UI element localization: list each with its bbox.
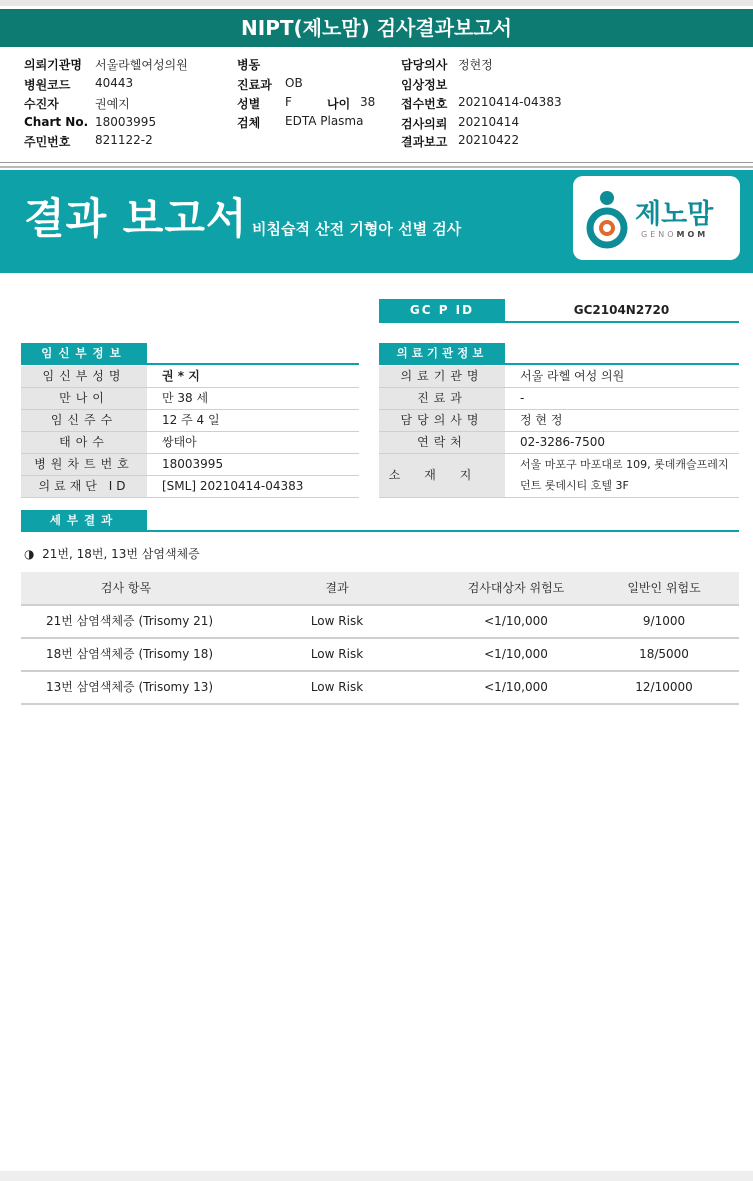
detail-heading-text: 21번, 18번, 13번 삼염색체증: [42, 547, 200, 561]
logo-sub-a: GENO: [641, 230, 677, 239]
row-key: 임신주수: [21, 410, 147, 431]
row-value: 18003995: [162, 457, 224, 471]
cell-general-risk: 12/10000: [635, 680, 693, 694]
pregnancy-row: [21, 476, 359, 497]
col-header: 검사대상자 위험도: [467, 581, 565, 595]
col-header: 일반인 위험도: [627, 581, 701, 595]
sex-label: 성별: [237, 97, 261, 111]
pregnancy-row: [21, 410, 359, 431]
row-value: 12 주 4 일: [162, 413, 220, 427]
cell-result: Low Risk: [310, 614, 364, 628]
pregnancy-row: [21, 454, 359, 475]
row-value: 02-3286-7500: [520, 435, 606, 449]
top-strip: [0, 0, 753, 6]
sex-value: F: [285, 95, 292, 109]
doctor-value: 정현정: [458, 58, 493, 72]
resident-value: 821122-2: [95, 133, 153, 147]
row-key: 진료과: [379, 388, 505, 409]
row-value: 정 현 정: [520, 413, 563, 427]
cell-result: Low Risk: [310, 647, 364, 661]
dept-label: 진료과: [237, 78, 272, 92]
result-banner: [0, 170, 753, 273]
row-key: 의료재단 ID: [21, 476, 147, 497]
institution-section-tab: 의료기관정보: [379, 343, 505, 363]
gc-id-underline: [379, 321, 739, 323]
age-value: 38: [360, 95, 376, 109]
genomom-logo-icon: [583, 184, 633, 254]
institution-row: [379, 432, 739, 453]
bottom-strip: [0, 1171, 753, 1181]
row-value: 서울 마포구 마포대로 109, 롯데캐슬프레지: [520, 458, 729, 471]
report-date-value: 20210422: [458, 133, 520, 147]
cell-test: 21번 삼염색체증 (Trisomy 21): [46, 614, 214, 628]
patient-label: 수진자: [24, 97, 59, 111]
row-divider: [21, 703, 739, 705]
row-key: 의료기관명: [379, 366, 505, 387]
dept-value: OB: [285, 76, 303, 90]
cell-general-risk: 9/1000: [642, 614, 686, 628]
banner-title: 결과 보고서: [24, 194, 248, 243]
gc-id-label: GC P ID: [379, 299, 505, 321]
institution-row: [379, 366, 739, 387]
hospital-code-value: 40443: [95, 76, 134, 90]
results-table-header: [21, 572, 739, 605]
row-divider: [379, 497, 739, 498]
specimen-label: 검체: [237, 116, 261, 130]
logo-name: 제노맘: [635, 199, 714, 230]
age-label: 나이: [327, 97, 351, 111]
row-value: 쌍태아: [162, 435, 197, 449]
receipt-value: 20210414-04383: [458, 95, 562, 109]
patient-value: 권예지: [95, 97, 130, 111]
requester-label: 의뢰기관명: [24, 58, 82, 72]
half-circle-icon: ◑: [24, 547, 35, 561]
detail-section-tab: 세부결과: [21, 510, 147, 530]
divider: [0, 166, 753, 168]
chart-value: 18003995: [95, 115, 157, 129]
cell-result: Low Risk: [310, 680, 364, 694]
col-header: 결과: [325, 581, 349, 595]
pregnancy-row: [21, 432, 359, 453]
row-value: 서울 라헬 여성 의원: [520, 369, 625, 383]
specimen-value: EDTA Plasma: [285, 114, 364, 128]
section-underline: [21, 363, 359, 365]
row-key: 담당의사명: [379, 410, 505, 431]
cell-test: 18번 삼염색체증 (Trisomy 18): [46, 647, 214, 661]
row-value: 권 * 지: [162, 369, 200, 383]
row-value: 던트 롯데시티 호텔 3F: [520, 479, 629, 492]
requester-value: 서울라헬여성의원: [95, 58, 188, 72]
pregnancy-section-tab: 임신부정보: [21, 343, 147, 363]
pregnancy-row: [21, 388, 359, 409]
receipt-label: 접수번호: [401, 97, 448, 111]
row-value: -: [520, 391, 525, 405]
report-date-label: 결과보고: [401, 135, 448, 149]
row-key: 임신부성명: [21, 366, 147, 387]
ward-label: 병동: [237, 58, 261, 72]
row-key: 병원차트번호: [21, 454, 147, 475]
row-divider: [21, 497, 359, 498]
table-row: [21, 671, 739, 704]
divider: [0, 162, 753, 163]
cell-subject-risk: <1/10,000: [484, 647, 548, 661]
cell-subject-risk: <1/10,000: [484, 614, 548, 628]
chart-label: Chart No.: [24, 115, 89, 129]
row-value: 만 38 세: [162, 391, 209, 405]
col-header: 검사 항목: [100, 581, 152, 595]
institution-row: [379, 388, 739, 409]
logo-sub-b: MOM: [676, 230, 709, 239]
institution-row: [379, 410, 739, 431]
section-underline: [379, 363, 739, 365]
test-request-label: 검사의뢰: [401, 117, 448, 131]
test-request-value: 20210414: [458, 115, 520, 129]
section-underline: [21, 530, 739, 532]
doctor-label: 담당의사: [401, 58, 448, 72]
banner-subtitle: 비침습적 산전 기형아 선별 검사: [252, 220, 462, 238]
cell-test: 13번 삼염색체증 (Trisomy 13): [46, 680, 214, 694]
genomom-logo: [573, 176, 740, 260]
table-row: [21, 638, 739, 671]
row-value: [SML] 20210414-04383: [162, 479, 304, 493]
logo-subtitle: [641, 230, 708, 239]
clinical-label: 임상정보: [401, 78, 448, 92]
detail-heading: [24, 545, 200, 562]
pregnancy-row: [21, 366, 359, 387]
hospital-code-label: 병원코드: [24, 78, 71, 92]
institution-row: [379, 454, 739, 497]
cell-general-risk: 18/5000: [639, 647, 689, 661]
row-key: 소재지: [379, 454, 505, 497]
row-key: 연락처: [379, 432, 505, 453]
row-key: 만나이: [21, 388, 147, 409]
resident-label: 주민번호: [24, 135, 71, 149]
report-meta: [0, 52, 753, 157]
row-key: 태아수: [21, 432, 147, 453]
report-title: NIPT(제노맘) 검사결과보고서: [0, 9, 753, 47]
table-row: [21, 605, 739, 638]
cell-subject-risk: <1/10,000: [484, 680, 548, 694]
gc-id-value: GC2104N2720: [573, 303, 670, 317]
